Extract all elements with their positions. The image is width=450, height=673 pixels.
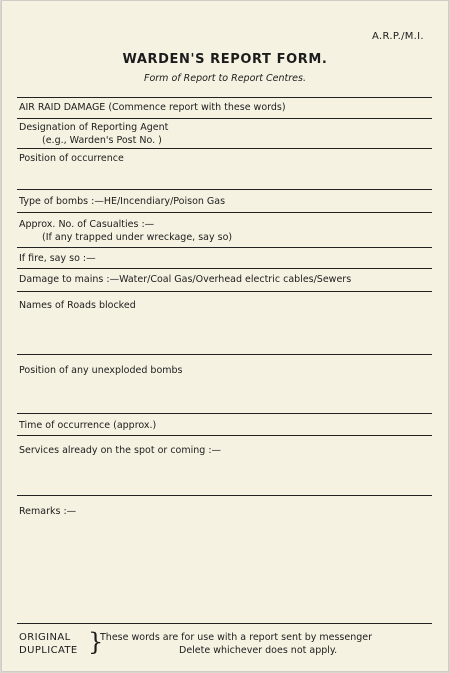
rule-line	[17, 148, 432, 149]
rule-line	[17, 118, 432, 119]
field-fire: If fire, say so :—	[19, 253, 96, 264]
rule-line	[17, 268, 432, 269]
field-time: Time of occurrence (approx.)	[19, 420, 157, 431]
field-services: Services already on the spot or coming :—	[19, 445, 222, 456]
report-form	[2, 1, 448, 671]
field-air-raid-damage: AIR RAID DAMAGE (Commence report with these words)	[19, 102, 286, 113]
rule-line	[17, 495, 432, 496]
field-position: Position of occurrence	[19, 153, 124, 164]
form-subtitle: Form of Report to Report Centres.	[143, 73, 306, 84]
duplicate-label: DUPLICATE	[19, 645, 78, 656]
rule-line	[17, 189, 432, 190]
field-designation-example: (e.g., Warden's Post No. )	[42, 135, 162, 146]
rule-line	[17, 212, 432, 213]
field-casualties: Approx. No. of Casualties :—	[19, 219, 155, 230]
original-label: ORIGINAL	[19, 632, 71, 643]
field-bomb-type: Type of bombs :—HE/Incendiary/Poison Gas	[19, 196, 226, 207]
form-reference: A.R.P./M.I.	[372, 31, 424, 42]
rule-line	[17, 435, 432, 436]
rule-line	[17, 247, 432, 248]
field-mains-damage: Damage to mains :—Water/Coal Gas/Overhead electric cables/Sewers	[19, 274, 352, 285]
field-designation: Designation of Reporting Agent	[19, 122, 169, 133]
rule-line	[17, 97, 432, 98]
field-casualties-note: (If any trapped under wreckage, say so)	[42, 232, 233, 243]
messenger-note: These words are for use with a report sent by messenger	[100, 632, 373, 643]
rule-line	[17, 623, 432, 624]
form-title: WARDEN'S REPORT FORM.	[122, 52, 328, 67]
brace-glyph: }	[88, 628, 104, 656]
delete-note: Delete whichever does not apply.	[179, 645, 338, 656]
rule-line	[17, 291, 432, 292]
field-unexploded-bombs: Position of any unexploded bombs	[19, 365, 183, 376]
field-remarks: Remarks :—	[19, 506, 77, 517]
field-roads-blocked: Names of Roads blocked	[19, 300, 136, 311]
rule-line	[17, 354, 432, 355]
rule-line	[17, 413, 432, 414]
